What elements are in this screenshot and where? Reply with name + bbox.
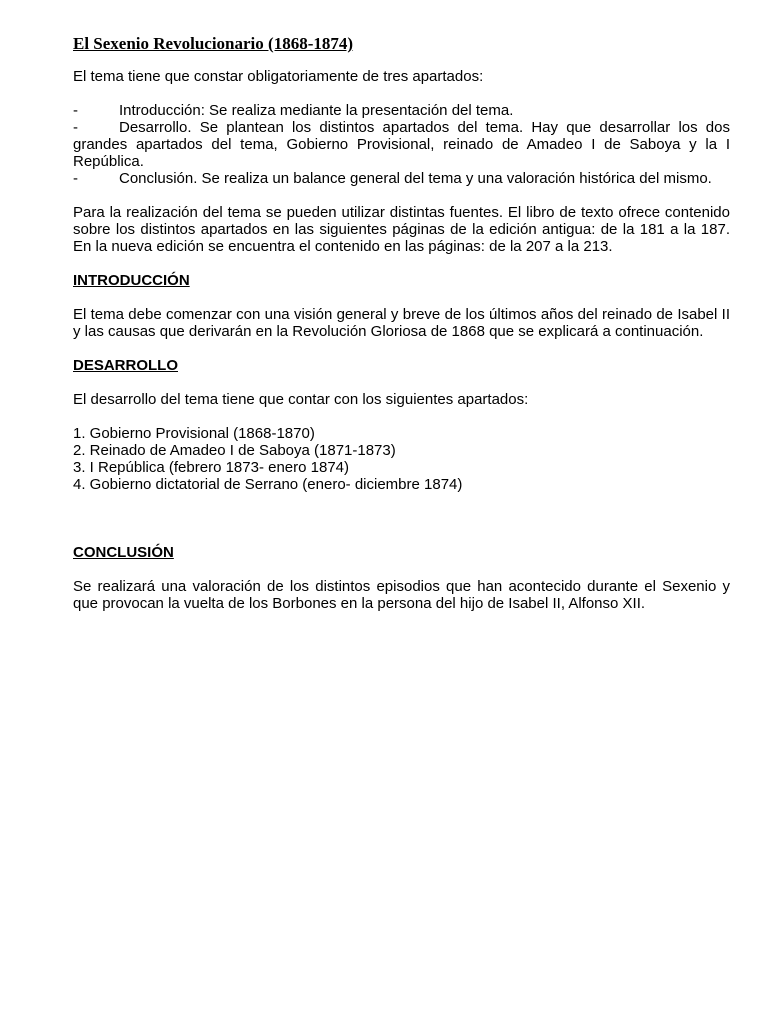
intro-line: El tema tiene que constar obligatoriamente de tres apartados: xyxy=(73,68,484,85)
list-item: 3. I República (febrero 1873- enero 1874) xyxy=(73,459,350,476)
document-body xyxy=(73,34,730,612)
bullet-dash: - xyxy=(73,119,78,136)
bullet-introduccion xyxy=(73,102,730,119)
desarrollo-heading: DESARROLLO xyxy=(73,357,178,374)
bullet-dash: - xyxy=(73,102,78,119)
bullet-dash: - xyxy=(73,170,78,187)
conclusion-text: Se realizará una valoración de los distintos episodios que han acontecido durante el Sexenio y que provocan la vuelta de los Borbones en la persona del hijo de Isabel II, Alfonso XII. xyxy=(73,578,730,612)
bullet-text: Conclusión. Se realiza un balance general del tema y una valoración histórica del mismo. xyxy=(119,170,712,187)
list-item: 1. Gobierno Provisional (1868-1870) xyxy=(73,425,315,442)
introduccion-heading: INTRODUCCIÓN xyxy=(73,272,190,289)
conclusion-heading: CONCLUSIÓN xyxy=(73,544,174,561)
list-item: 2. Reinado de Amadeo I de Saboya (1871-1873) xyxy=(73,442,396,459)
sources-paragraph: Para la realización del tema se pueden utilizar distintas fuentes. El libro de texto ofrece contenido sobre los distintos apartados en las siguientes páginas de la edición antigua: de la 181 a la 187. En la nueva edición se encuentra el contenido en las páginas: de la 207 a la 213. xyxy=(73,204,730,255)
document-title: El Sexenio Revolucionario (1868-1874) xyxy=(73,34,354,53)
desarrollo-text: El desarrollo del tema tiene que contar con los siguientes apartados: xyxy=(73,391,529,408)
bullet-conclusion xyxy=(73,170,730,187)
introduccion-text: El tema debe comenzar con una visión general y breve de los últimos años del reinado de Isabel II y las causas que derivarán en la Revolución Gloriosa de 1868 que se explicará a continuación. xyxy=(73,306,730,340)
bullet-text: Introducción: Se realiza mediante la presentación del tema. xyxy=(119,102,514,119)
list-item: 4. Gobierno dictatorial de Serrano (enero- diciembre 1874) xyxy=(73,476,463,493)
bullet-text: Desarrollo. Se plantean los distintos apartados del tema. Hay que desarrollar los dos grandes apartados del tema, Gobierno Provisional, reinado de Amadeo I de Saboya y la I República. xyxy=(73,119,730,170)
bullet-desarrollo xyxy=(73,119,730,170)
